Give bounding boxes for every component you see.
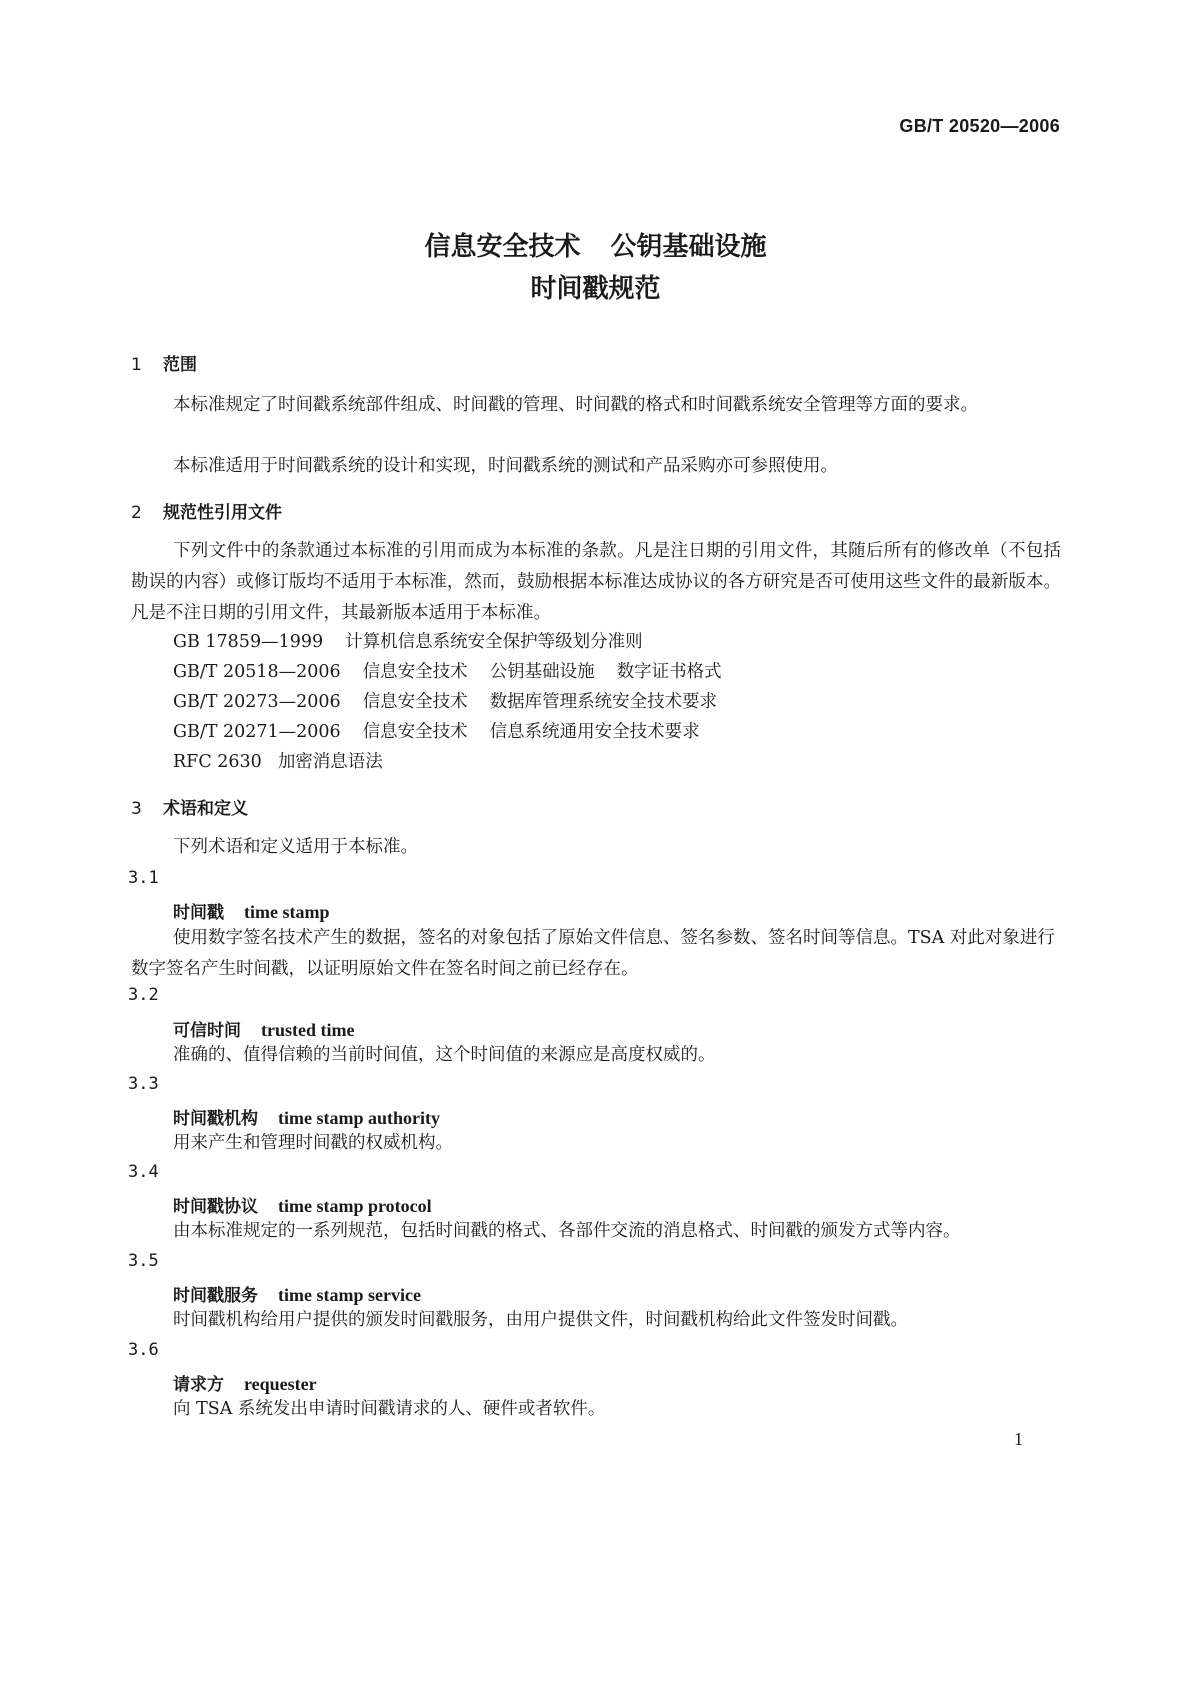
scope-paragraph-1: 本标准规定了时间戳系统部件组成、时间戳的管理、时间戳的格式和时间戳系统安全管理等方面的要求。 xyxy=(173,395,978,415)
term-name-zh: 时间戳机构 xyxy=(173,1109,258,1129)
reference-title: 公钥基础设施 xyxy=(489,662,595,682)
section-heading-references xyxy=(131,498,282,523)
term-definition: 由本标准规定的一系列规范，包括时间戳的格式、各部件交流的消息格式、时间戳的颁发方式等内容。 xyxy=(173,1221,961,1241)
reference-code: GB 17859—1999 xyxy=(173,632,324,652)
reference-code: GB/T 20518—2006 xyxy=(173,662,341,682)
reference-title: 数字证书格式 xyxy=(616,662,722,682)
term-name-en: time stamp xyxy=(244,902,330,922)
term-name-zh: 可信时间 xyxy=(173,1021,241,1041)
scope-paragraph-2: 本标准适用于时间戳系统的设计和实现，时间戳系统的测试和产品采购亦可参照使用。 xyxy=(173,456,838,476)
reference-title: 信息系统通用安全技术要求 xyxy=(489,722,700,742)
reference-item xyxy=(173,688,717,713)
standard-code: GB/T 20520—2006 xyxy=(899,116,1060,136)
term-name-zh: 时间戳服务 xyxy=(173,1286,258,1306)
term-name xyxy=(173,898,329,923)
term-number: 3.2 xyxy=(128,985,159,1005)
term-name-en: requester xyxy=(244,1374,317,1394)
page-number: 1 xyxy=(1014,1429,1023,1449)
references-intro: 下列文件中的条款通过本标准的引用而成为本标准的条款。凡是注日期的引用文件，其随后所有的修改单（不包括勘误的内容）或修订版均不适用于本标准，然而，鼓励根据本标准达成协议的各方研究是否可使用这些文件的最新版本。凡是不注日期的引用文件，其最新版本适用于本标准。 xyxy=(131,541,1061,623)
term-name-en: time stamp authority xyxy=(278,1108,440,1128)
term-number: 3.6 xyxy=(128,1340,159,1360)
section-number: 1 xyxy=(131,355,142,375)
term-definition: 向 TSA 系统发出申请时间戳请求的人、硬件或者软件。 xyxy=(173,1399,606,1419)
reference-title: 加密消息语法 xyxy=(277,752,383,772)
title-line-1-part-1: 信息安全技术 xyxy=(424,232,581,262)
title-line-1-part-2: 公钥基础设施 xyxy=(610,232,767,262)
reference-title: 信息安全技术 xyxy=(362,692,468,712)
reference-title: 信息安全技术 xyxy=(362,662,468,682)
reference-code: RFC 2630 xyxy=(173,752,262,772)
section-title: 规范性引用文件 xyxy=(163,503,282,523)
term-name-zh: 时间戳协议 xyxy=(173,1197,258,1217)
terms-intro: 下列术语和定义适用于本标准。 xyxy=(173,837,418,857)
term-name-zh: 请求方 xyxy=(173,1375,224,1395)
term-definition: 时间戳机构给用户提供的颁发时间戳服务，由用户提供文件，时间戳机构给此文件签发时间戳。 xyxy=(173,1310,908,1330)
term-name xyxy=(173,1016,354,1041)
reference-item xyxy=(173,748,383,773)
title-line-1 xyxy=(0,226,1191,268)
term-name-en: trusted time xyxy=(261,1020,355,1040)
term-name-en: time stamp protocol xyxy=(278,1196,432,1216)
title-line-2: 时间戳规范 xyxy=(530,274,661,304)
section-title: 范围 xyxy=(163,355,197,375)
section-heading-terms xyxy=(131,794,248,819)
term-number: 3.4 xyxy=(128,1162,159,1182)
reference-item xyxy=(173,628,643,653)
term-definition: 使用数字签名技术产生的数据，签名的对象包括了原始文件信息、签名参数、签名时间等信息。TSA 对此对象进行数字签名产生时间戳，以证明原始文件在签名时间之前已经存在。 xyxy=(131,928,1055,979)
term-name-en: time stamp service xyxy=(278,1285,421,1305)
term-name xyxy=(173,1104,440,1129)
term-name xyxy=(173,1192,432,1217)
document-title xyxy=(0,226,1191,310)
section-number: 3 xyxy=(131,799,142,819)
section-number: 2 xyxy=(131,503,142,523)
reference-code: GB/T 20271—2006 xyxy=(173,722,341,742)
reference-code: GB/T 20273—2006 xyxy=(173,692,341,712)
term-name-zh: 时间戳 xyxy=(173,903,224,923)
term-name xyxy=(173,1370,317,1395)
term-name xyxy=(173,1281,421,1306)
reference-title: 计算机信息系统安全保护等级划分准则 xyxy=(345,632,643,652)
reference-item xyxy=(173,658,722,683)
term-number: 3.1 xyxy=(128,868,159,888)
section-heading-scope xyxy=(131,350,197,375)
reference-title: 数据库管理系统安全技术要求 xyxy=(489,692,718,712)
term-definition: 准确的、值得信赖的当前时间值，这个时间值的来源应是高度权威的。 xyxy=(173,1045,716,1065)
reference-item xyxy=(173,718,700,743)
section-title: 术语和定义 xyxy=(163,799,248,819)
term-number: 3.5 xyxy=(128,1251,159,1271)
term-number: 3.3 xyxy=(128,1074,159,1094)
reference-title: 信息安全技术 xyxy=(362,722,468,742)
term-definition: 用来产生和管理时间戳的权威机构。 xyxy=(173,1133,453,1153)
